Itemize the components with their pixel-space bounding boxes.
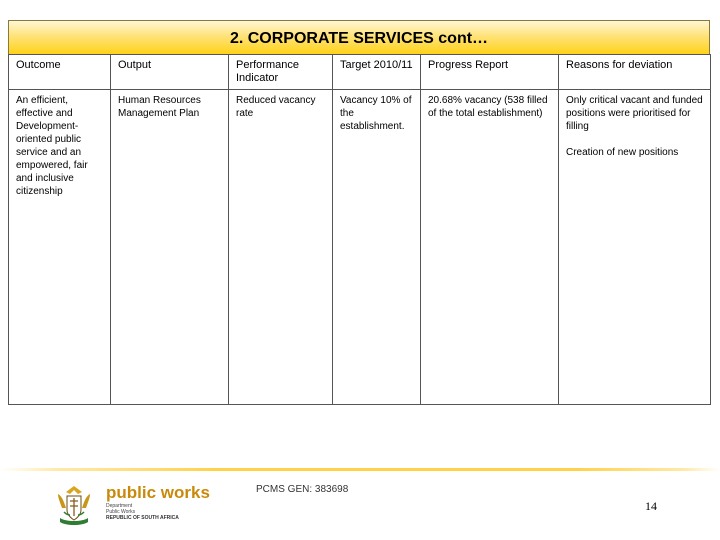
cell-performance-indicator: Reduced vacancy rate [229, 90, 333, 405]
brand-sub-public-works: Public Works [106, 509, 136, 515]
header-reasons-for-deviation: Reasons for deviation [559, 55, 711, 90]
reasons-text-1: Only critical vacant and funded positions were prioritised for filling [566, 95, 703, 132]
coat-of-arms-icon [52, 484, 96, 528]
slide-title-bar [8, 20, 710, 54]
cell-target: Vacancy 10% of the establishment. [333, 90, 421, 405]
footer-divider [0, 468, 720, 471]
page-number: 14 [645, 499, 657, 513]
brand-sub-department: Department [106, 503, 133, 509]
cell-outcome: An efficient, effective and Development-oriented public service and an empowered, fair and inclusive citizenship [9, 90, 111, 405]
slide-title: 2. CORPORATE SERVICES cont… [229, 30, 489, 47]
header-performance-indicator: Performance Indicator [229, 55, 333, 90]
brand-name: public works [106, 483, 210, 502]
header-output: Output [111, 55, 229, 90]
cell-reasons-for-deviation [559, 90, 711, 405]
corporate-services-table [8, 54, 711, 405]
public-works-logo [106, 483, 216, 522]
header-target: Target 2010/11 [333, 55, 421, 90]
table-header-row [9, 55, 711, 90]
header-progress-report: Progress Report [421, 55, 559, 90]
cell-output: Human Resources Management Plan [111, 90, 229, 405]
reasons-text-2: Creation of new positions [566, 147, 679, 158]
footer-code: PCMS GEN: 383698 [256, 484, 349, 495]
table-row [9, 90, 711, 405]
header-outcome: Outcome [9, 55, 111, 90]
cell-progress-report: 20.68% vacancy (538 filled of the total establishment) [421, 90, 559, 405]
brand-country: REPUBLIC OF SOUTH AFRICA [106, 515, 179, 521]
